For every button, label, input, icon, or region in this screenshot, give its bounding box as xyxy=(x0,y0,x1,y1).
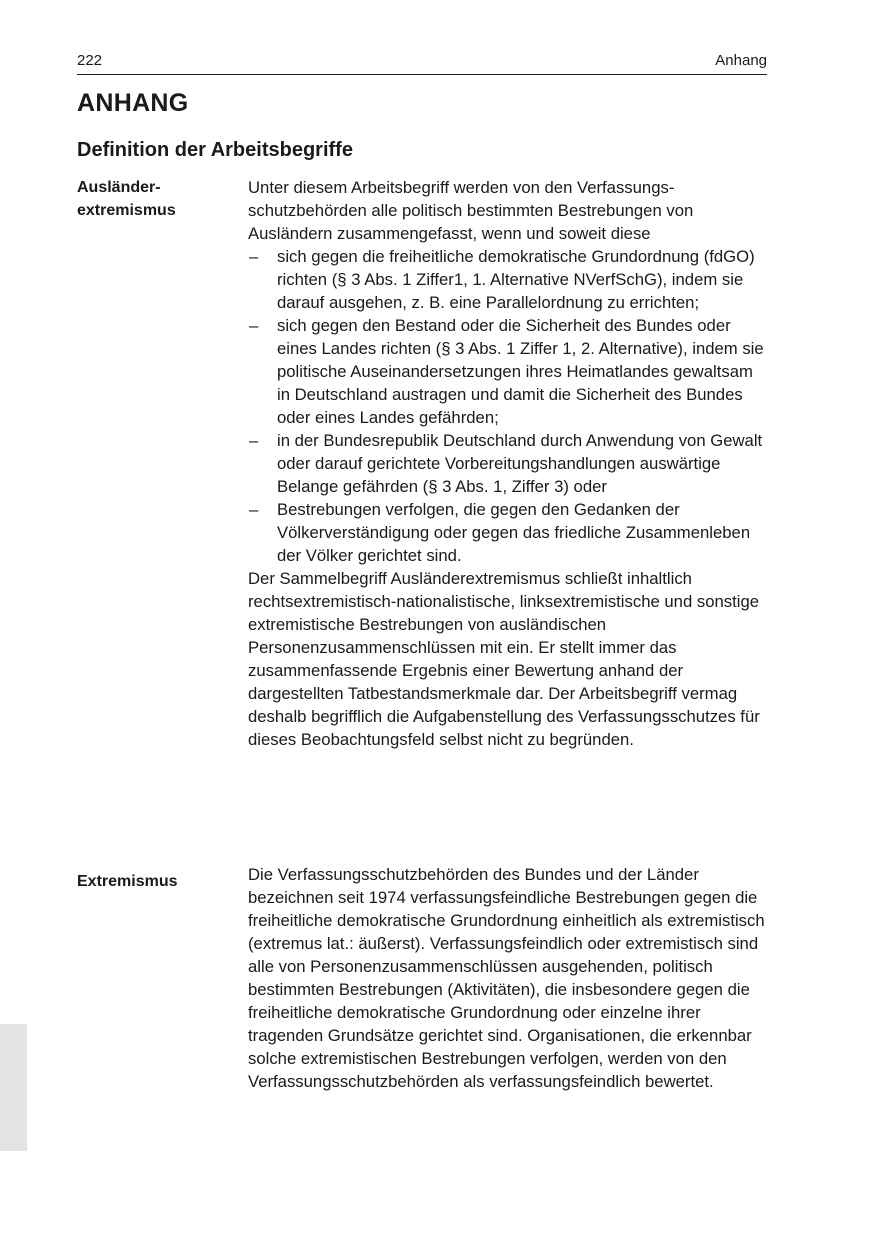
list-item xyxy=(248,245,768,314)
list-item-text: Bestrebungen verfolgen, die gegen den Gedanken der Völkerverständigung oder gegen das friedliche Zusammenleben der Völker gerichtet sind. xyxy=(277,500,751,565)
definition-term: Extremismus xyxy=(77,873,178,890)
running-head: Anhang xyxy=(715,52,767,69)
list-item-text: in der Bundesrepublik Deutschland durch Anwendung von Gewalt oder darauf gerichtete Vorbereitungshandlungen auswärtige Belange gefährden (§ 3 Abs. 1, Ziffer 3) oder xyxy=(277,431,763,496)
definition-outro: Der Sammelbegriff Ausländerextremismus schließt inhaltlich rechtsextremistisch-nationalistische, linksextremistische und sonstige extremistische Bestrebungen von ausländischen Personenzusammenschlüssen mit ein. Er stellt immer das zusammenfassende Ergebnis einer Bewertung anhand der dargestellten Tatbestandsmerkmale dar. Der Arbeitsbegriff vermag deshalb begrifflich die Aufgabenstellung des Verfassungsschutzes für dieses Beobachtungsfeld selbst nicht zu begründen. xyxy=(248,569,760,749)
page-header xyxy=(77,52,767,75)
definition-body xyxy=(248,863,768,1093)
list-item-text: sich gegen die freiheitliche demokratische Grundordnung (fdGO) richten (§ 3 Abs. 1 Ziffer1, 1. Alternative NVerfSchG), indem sie darauf ausgehen, z. B. eine Parallelordnung zu errichten; xyxy=(277,247,755,312)
list-item xyxy=(248,429,768,498)
chapter-thumb-tab xyxy=(0,1024,27,1151)
definition-body xyxy=(248,176,768,751)
definition-text: Die Verfassungsschutzbehörden des Bundes und der Länder bezeichnen seit 1974 verfassungsfeindliche Bestrebungen gegen die freiheitliche demokratische Grundordnung einheitlich als extremistisch (extremus lat.: äußerst). Verfassungsfeindlich oder extremistisch sind alle von Personenzusammenschlüssen ausgehenden, politisch bestimmten Bestrebungen (Aktivitäten), die insbesondere gegen die freiheitliche demokratische Grundordnung oder einzelne ihrer tragenden Grundsätze gerichtet sind. Organisationen, die erkennbar solche extremistischen Bestrebungen verfolgen, werden von den Verfassungsschutzbehörden als verfassungsfeindlich bewertet. xyxy=(248,865,765,1091)
list-item xyxy=(248,314,768,429)
chapter-title: ANHANG xyxy=(77,89,189,117)
bullet-dash: – xyxy=(249,316,259,335)
criteria-list xyxy=(248,245,768,567)
bullet-dash: – xyxy=(249,431,259,450)
list-item-text: sich gegen den Bestand oder die Sicherheit des Bundes oder eines Landes richten (§ 3 Abs. 1 Ziffer 1, 2. Alternative), indem sie politische Auseinandersetzungen ihres Heimatlandes gewaltsam in Deutschland austragen und damit die Sicherheit des Bundes oder eines Landes gefährden; xyxy=(277,316,764,427)
page-number: 222 xyxy=(77,52,103,69)
section-title: Definition der Arbeitsbegriffe xyxy=(77,139,353,161)
definition-intro: Unter diesem Arbeitsbegriff werden von den Verfassungsschutzbehörden alle politisch bestimmten Bestrebungen von Ausländern zusammengefasst, wenn und soweit diese xyxy=(248,178,694,243)
definition-term: Ausländer-extremismus xyxy=(77,179,176,219)
bullet-dash: – xyxy=(249,247,259,266)
bullet-dash: – xyxy=(249,500,259,519)
list-item xyxy=(248,498,768,567)
